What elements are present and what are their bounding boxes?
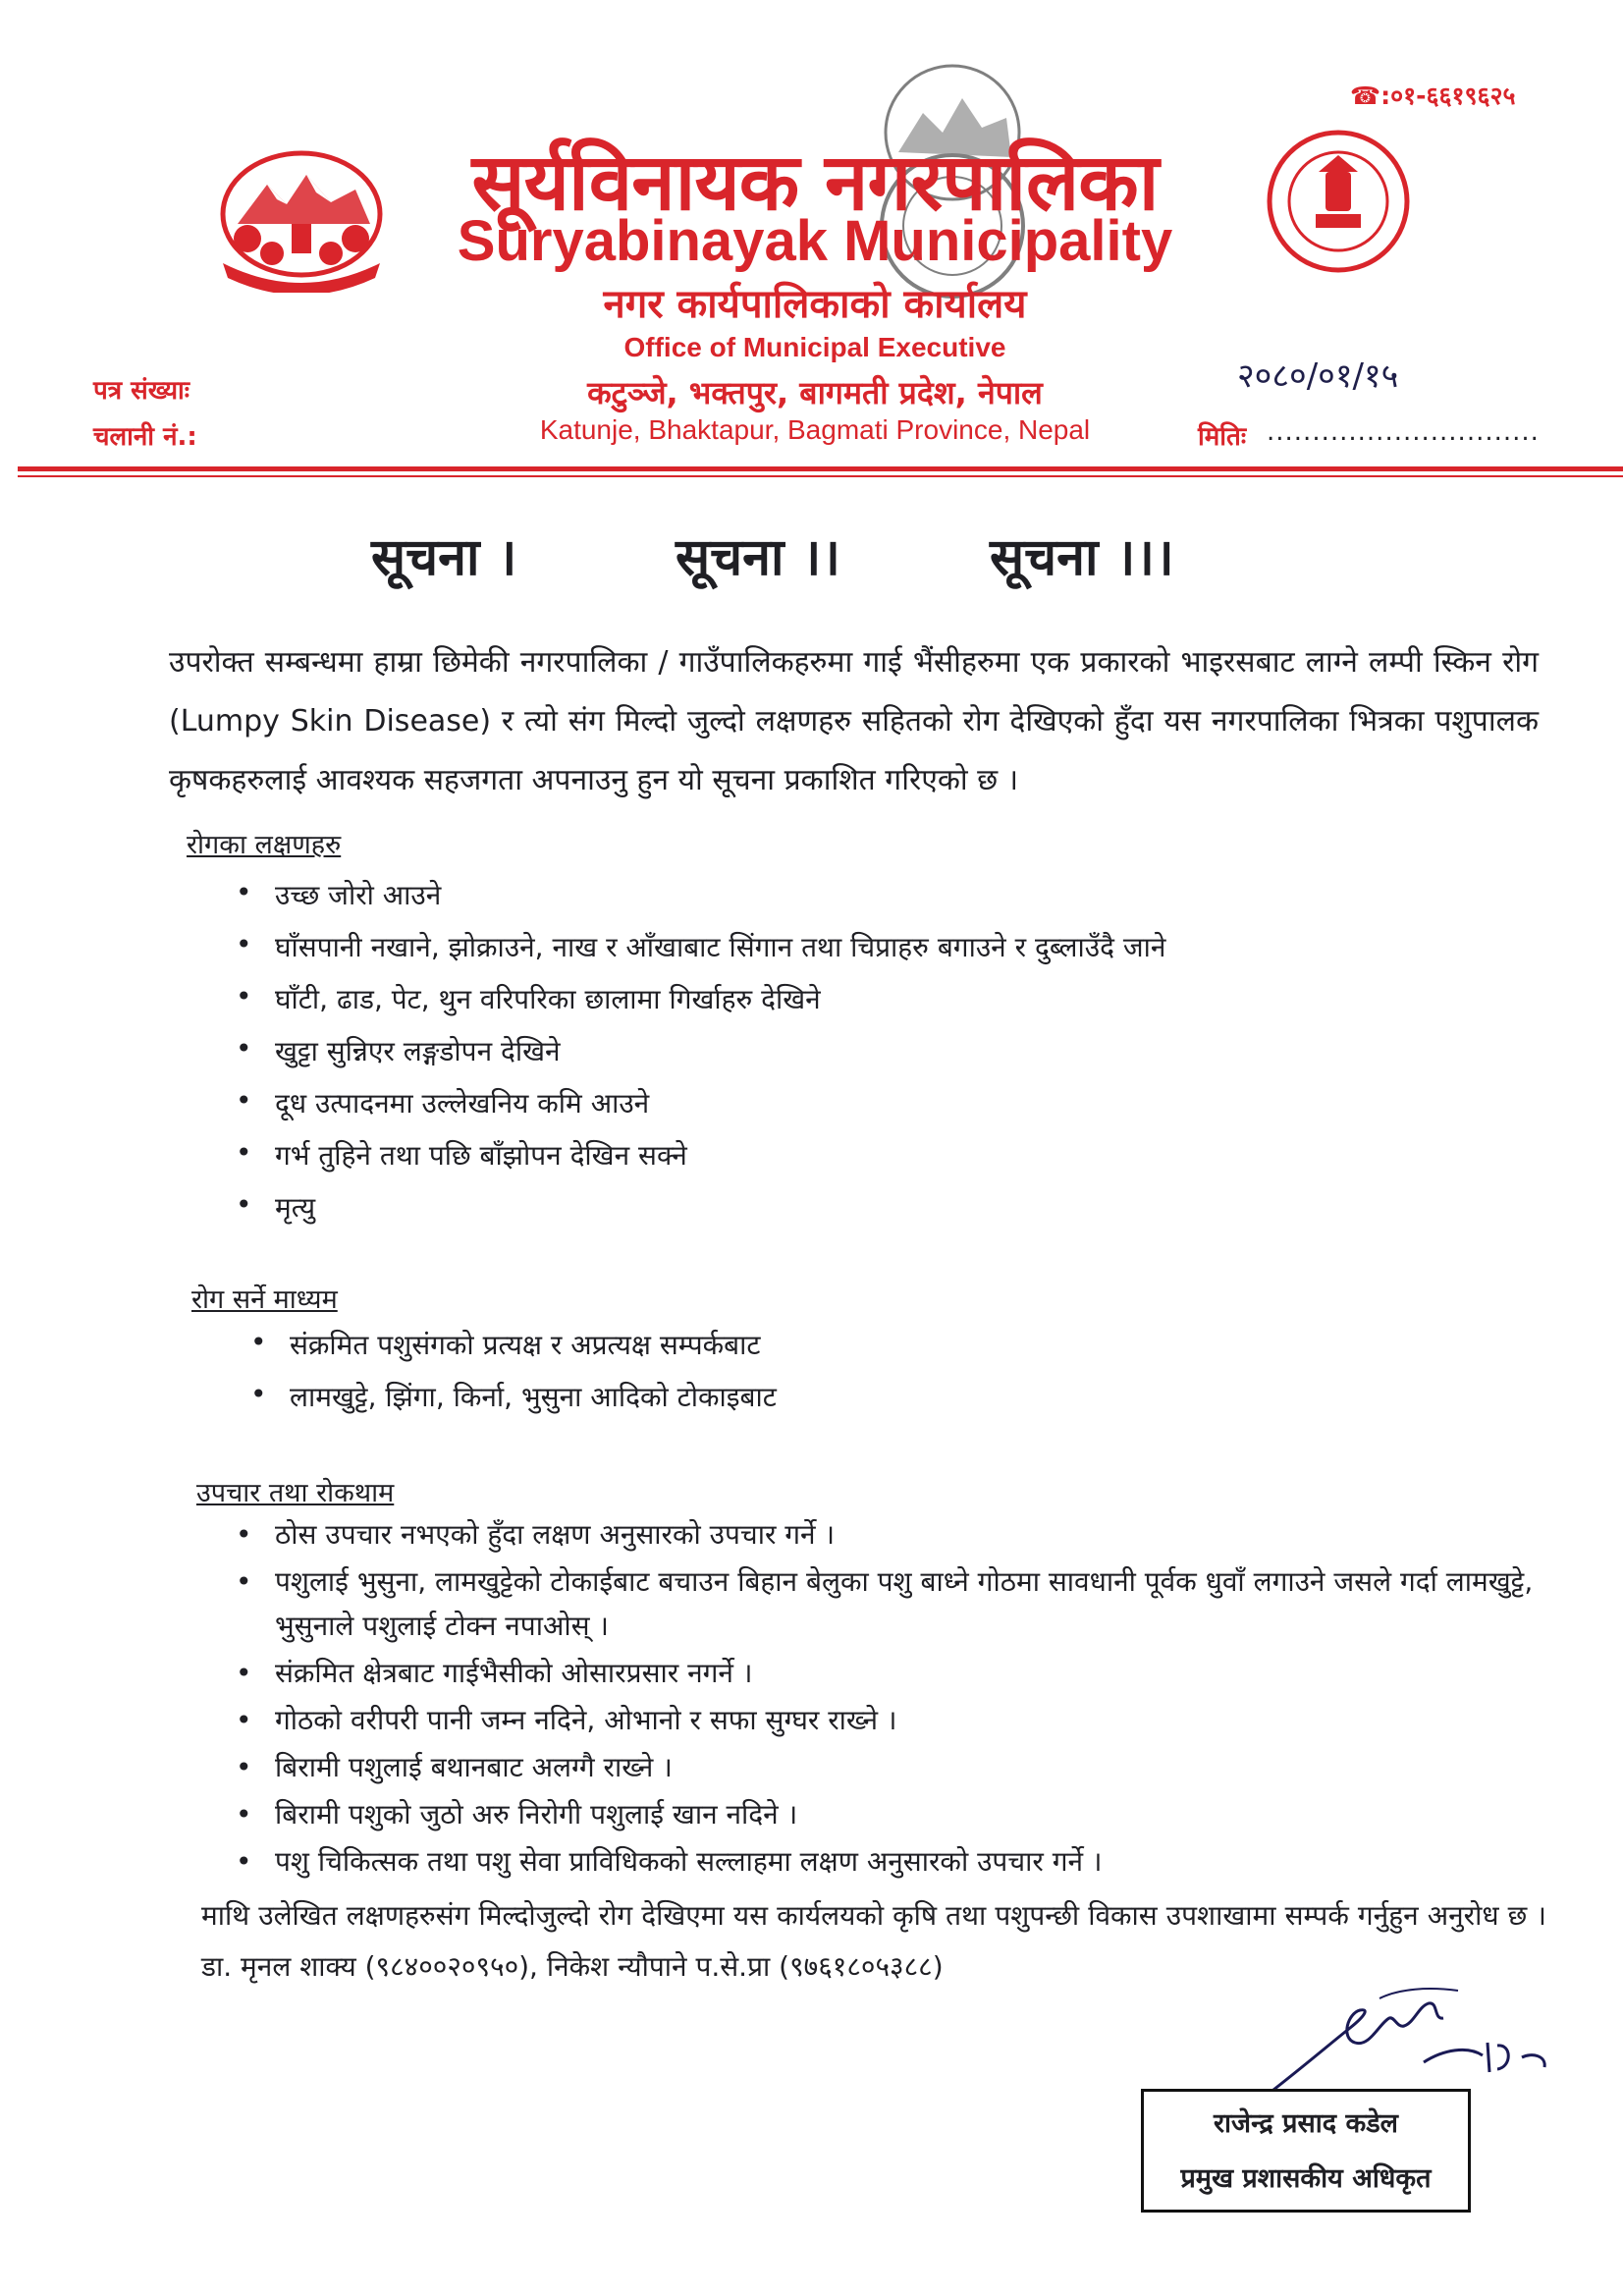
list-item: • गोठको वरीपरी पानी जम्न नदिने, ओभानो र सफा सुग्घर राख्ने । <box>236 1704 897 1736</box>
signatory-title: प्रमुख प्रशासकीय अधिकृत <box>1180 2163 1432 2194</box>
section-heading-transmission: रोग सर्ने माध्यम <box>191 1285 338 1315</box>
list-item: • उच्छ जोरो आउने <box>236 876 442 911</box>
municipality-title-nepali: सूर्यविनायक नगरपालिका <box>471 137 1159 228</box>
list-item: • गर्भ तुहिने तथा पछि बाँझोपन देखिन सक्ने <box>236 1136 687 1172</box>
list-item: • लामखुट्टे, झिंगा, किर्ना, भुसुना आदिको टोकाइबाट <box>250 1378 777 1413</box>
section-heading-treatment: उपचार तथा रोकथाम <box>196 1478 395 1508</box>
address-nepali: कटुञ्जे, भक्तपुर, बागमती प्रदेश, नेपाल <box>587 374 1043 411</box>
list-item: • दूध उत्पादनमा उल्लेखनिय कमि आउने <box>236 1084 650 1120</box>
list-item: • ठोस उपचार नभएको हुँदा लक्षण अनुसारको उपचार गर्ने । <box>236 1518 836 1551</box>
office-name-english: Office of Municipal Executive <box>623 332 1006 362</box>
handwritten-date: २०८०/०१/१५ <box>1237 356 1399 396</box>
section-heading-symptoms: रोगका लक्षणहरु <box>187 830 342 860</box>
office-name-nepali: नगर कार्यपालिकाको कार्यालय <box>603 282 1027 327</box>
header-rule-thick <box>18 466 1623 471</box>
address-english: Katunje, Bhaktapur, Bagmati Province, Nepal <box>539 414 1091 445</box>
municipality-title-english: Suryabinayak Municipality <box>457 209 1173 273</box>
symptoms-list <box>236 876 1512 1240</box>
header-rule-thin <box>18 475 1623 477</box>
notice-heading-2: सूचना ।। <box>676 528 841 587</box>
list-item: • संक्रमित पशुसंगको प्रत्यक्ष र अप्रत्यक्ष सम्पर्कबाट <box>250 1326 761 1361</box>
list-item: • संक्रमित क्षेत्रबाट गाईभैसीको ओसारप्रसार नगर्ने । <box>236 1657 753 1689</box>
list-item: • मृत्यु <box>236 1188 316 1224</box>
reference-number-label: पत्र संख्याः <box>93 376 190 406</box>
intro-paragraph: उपरोक्त सम्बन्धमा हाम्रा छिमेकी नगरपालिका / गाउँपालिकहरुमा गाई भैंसीहरुमा एक प्रकारको भाइरसबाट लाग्ने लम्पी स्किन रोग (Lumpy Skin Disease) र त्यो संग मिल्दो जुल्दो लक्षणहरु सहितको रोग देखिएको हुँदा यस नगरपालिका भित्रका पशुपालक कृषकहरुलाई आवश्यक सहजगता अपनाउनु हुन यो सूचना प्रकाशित गरिएको छ । <box>169 645 1539 797</box>
nepal-emblem-icon <box>208 145 395 293</box>
date-dotted-line: .............................. <box>1267 417 1540 447</box>
list-item: • खुट्टा सुन्निएर लङ्गडोपन देखिने <box>236 1032 561 1067</box>
signatory-name: राजेन्द्र प्रसाद कडेल <box>1214 2108 1398 2139</box>
notice-heading-row <box>0 520 1623 589</box>
notice-heading-1: सूचना । <box>371 528 517 587</box>
list-item: • घाँटी, ढाड, पेट, थुन वरिपरिका छालामा गिर्खाहरु देखिने <box>236 980 821 1015</box>
dispatch-number-label: चलानी नं.: <box>93 422 197 452</box>
list-item: • बिरामी पशुलाई बथानबाट अलग्गै राख्ने । <box>236 1751 673 1783</box>
signatory-box <box>1141 2089 1471 2213</box>
municipality-seal-icon <box>1265 128 1412 275</box>
date-label: मितिः <box>1198 422 1247 452</box>
notice-heading-3: सूचना ।।। <box>990 528 1174 587</box>
transmission-list <box>250 1326 1507 1430</box>
closing-paragraph: माथि उलेखित लक्षणहरुसंग मिल्दोजुल्दो रोग देखिएमा यस कार्यलयको कृषि तथा पशुपन्छी विकास उपशाखामा सम्पर्क गर्नुहुन अनुरोध छ । डा. मृनल शाक्य (९८४००२०९५०), निकेश न्यौपाने प.से.प्रा (९७६१८०५३८८) <box>201 1899 1546 1983</box>
list-item: • पशुलाई भुसुना, लामखुट्टेको टोकाईबाट बचाउन बिहान बेलुका पशु बाध्ने गोठमा सावधानी पूर्वक धुवाँ लगाउने जसले गर्दा लामखुट्टे, भुसुनाले पशुलाई टोक्न नपाओस् । <box>236 1565 1534 1642</box>
list-item: • पशु चिकित्सक तथा पशु सेवा प्राविधिकको सल्लाहमा लक्षण अनुसारको उपचार गर्ने । <box>236 1845 1103 1878</box>
phone-number: ☎:०१-६६१९६२५ <box>1350 82 1516 110</box>
treatment-list <box>236 1512 1551 1886</box>
list-item: • बिरामी पशुको जुठो अरु निरोगी पशुलाई खान नदिने । <box>236 1798 798 1831</box>
list-item: • घाँसपानी नखाने, झोक्राउने, नाख र आँखाबाट सिंगान तथा चिप्राहरु बगाउने र दुब्लाउँदै जाने <box>236 928 1166 963</box>
